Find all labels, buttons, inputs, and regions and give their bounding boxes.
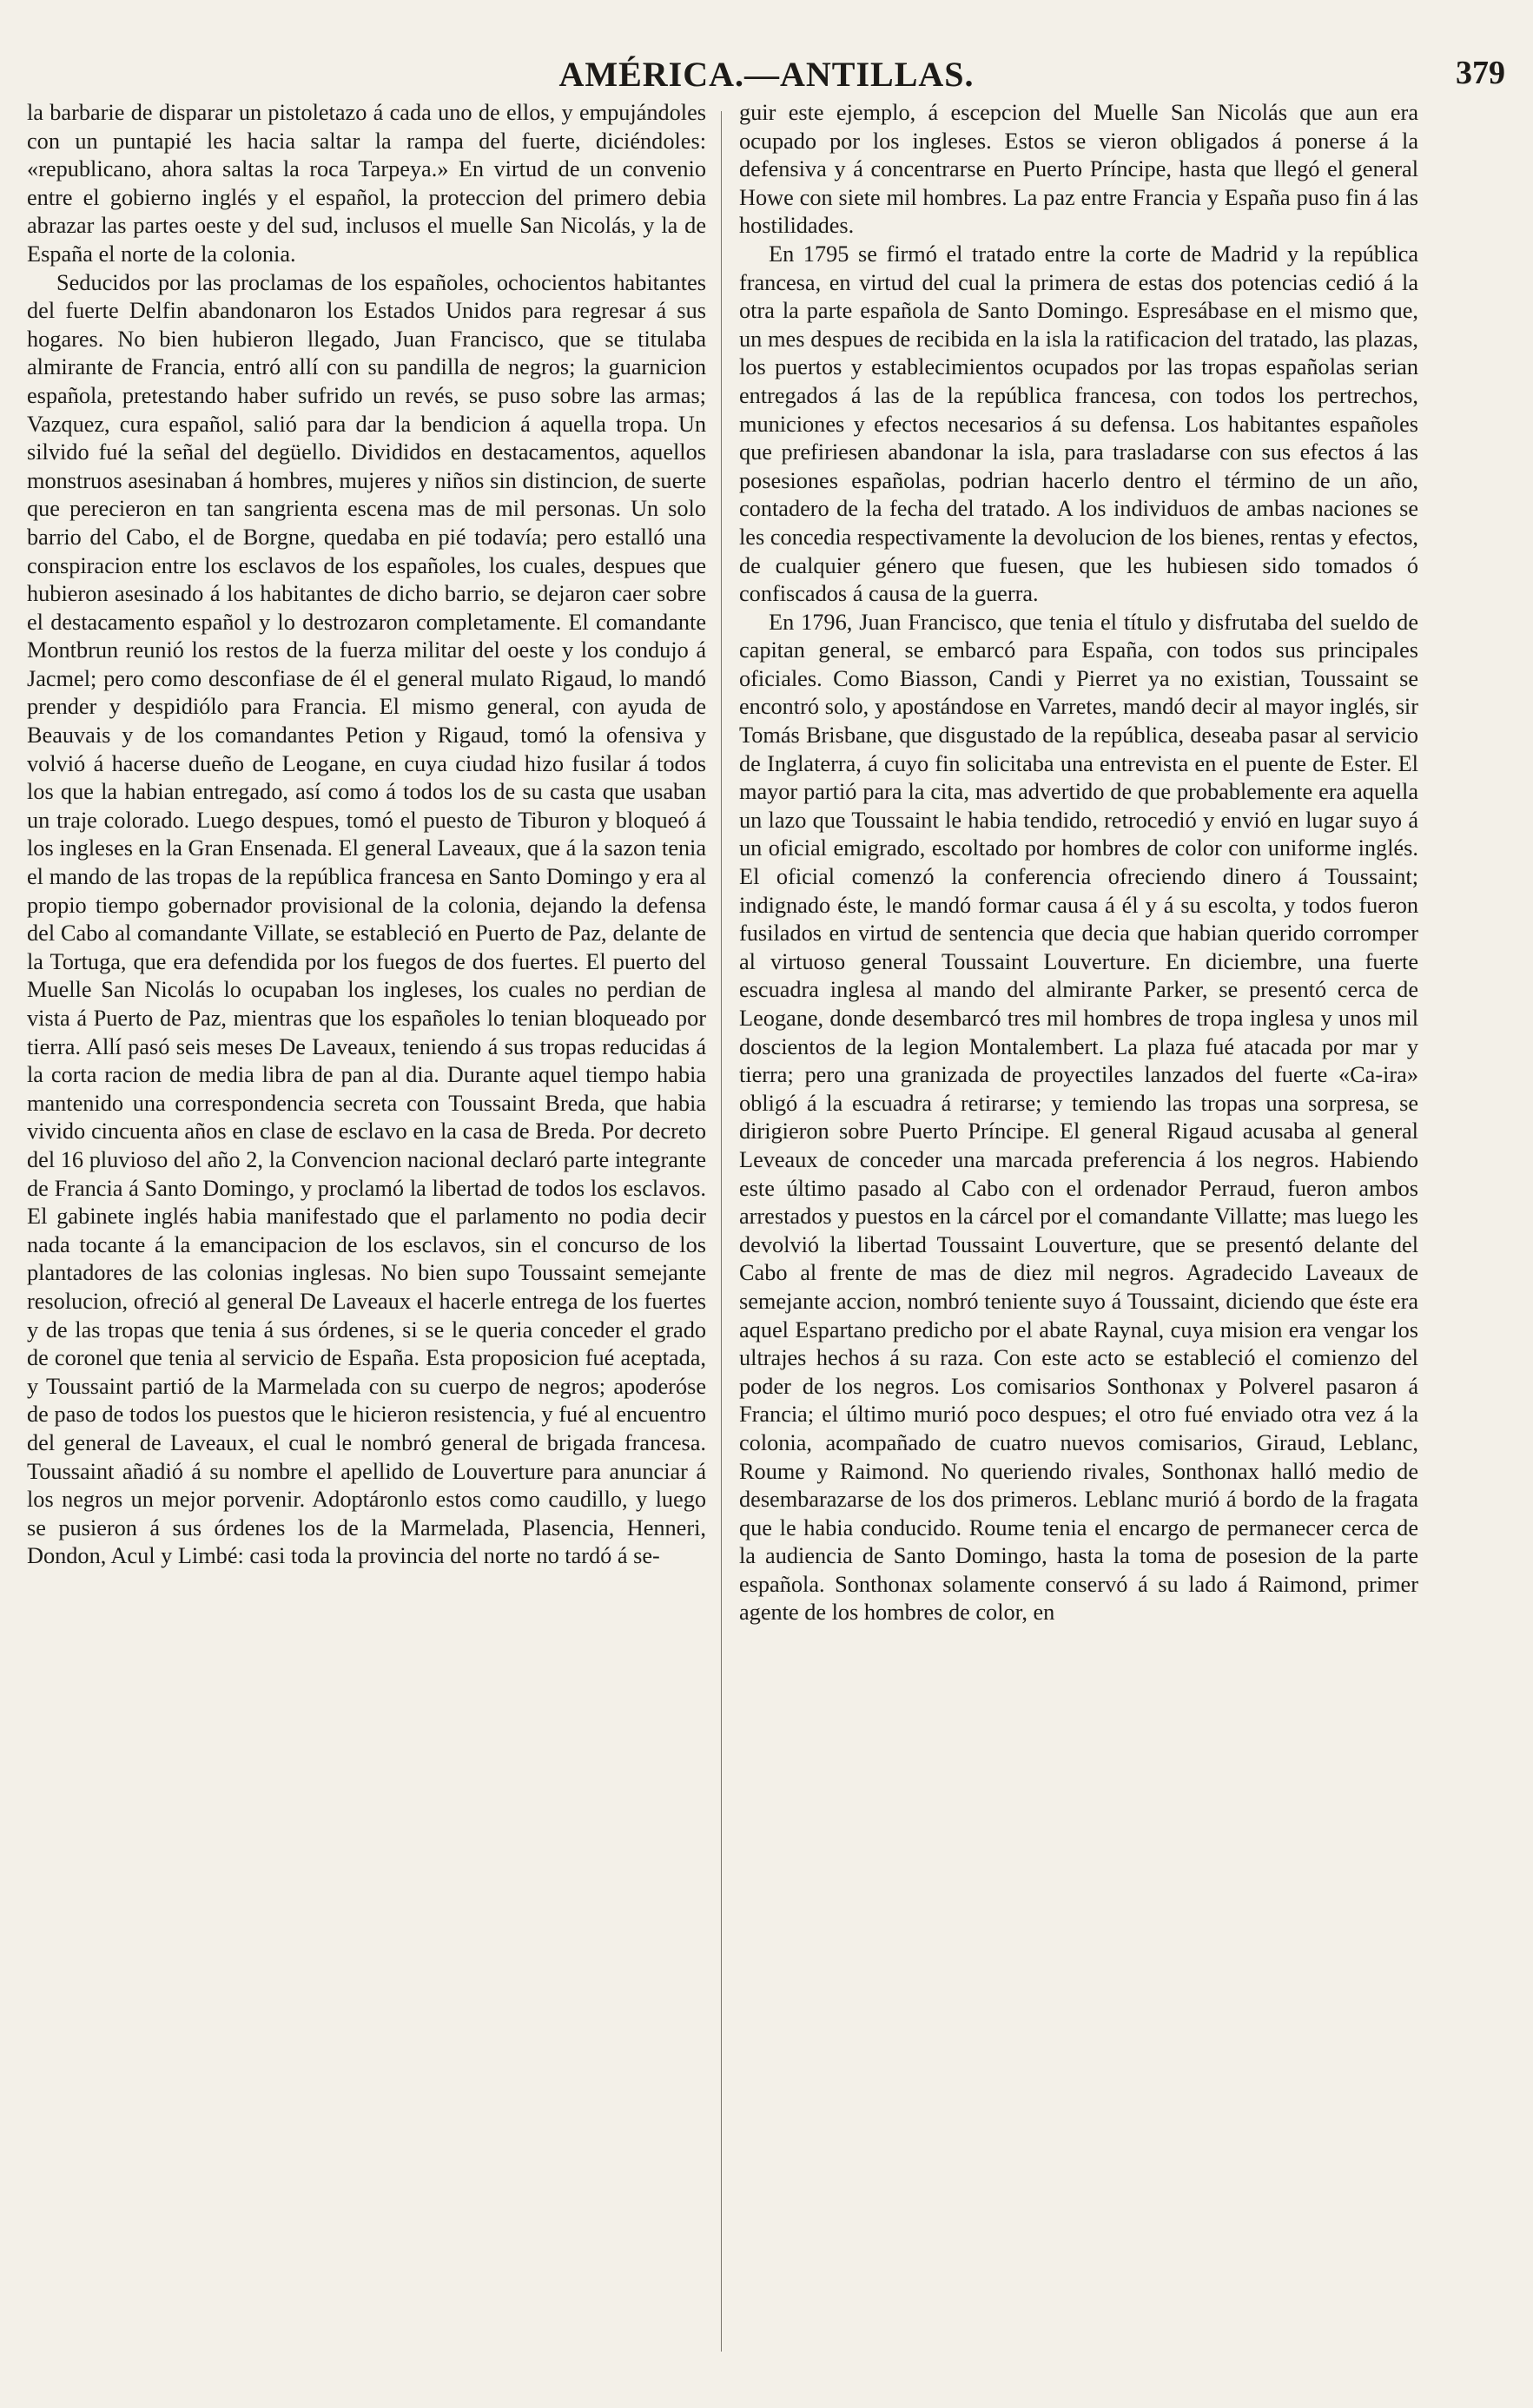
paragraph: la barbarie de disparar un pistoletazo á cada uno de ellos, y empujándoles con un puntapié les hacia saltar la rampa del fuerte, diciéndoles: «republicano, ahora saltas la roca Tarpeya.» En virtud de un convenio entre el gobierno inglés y el español, la proteccion del primero debia abrazar las partes oeste y del sud, inclusos el muelle San Nicolás, y la de España el norte de la colonia.	[27, 100, 706, 267]
right-column	[739, 99, 1418, 2365]
paragraph: En 1796, Juan Francisco, que tenia el título y disfrutaba del sueldo de capitan general, se embarcó para España, con todos sus principales oficiales. Como Biasson, Candi y Pierret ya no existian, Toussaint se encontró solo, y apostándose en Varretes, mandó decir al mayor inglés, sir Tomás Brisbane, que disgustado de la república, deseaba pasar al servicio de Inglaterra, á cuyo fin solicitaba una entrevista en el puente de Ester. El mayor partió para la cita, mas advertido de que probablemente era aquella un lazo que Toussaint le habia tendido, retrocedió y envió en lugar suyo á un oficial emigrado, escoltado por hombres de color con uniforme inglés. El oficial comenzó la conferencia ofreciendo dinero á Toussaint; indignado éste, le mandó formar causa á él y á su escolta, y todos fueron fusilados en virtud de sentencia que decia que habian querido corromper al virtuoso general Toussaint Louverture. En diciembre, una fuerte escuadra inglesa al mando del almirante Parker, se presentó cerca de Leogane, donde desembarcó tres mil hombres de tropa inglesa y unos mil doscientos de la legion Montalembert. La plaza fué atacada por mar y tierra; pero una granizada de proyectiles lanzados del fuerte «Ca-ira» obligó á la escuadra á retirarse; y temiendo las tropas una sorpresa, se dirigieron sobre Puerto Príncipe. El general Rigaud acusaba al general Leveaux de conceder una marcada preferencia á los negros. Habiendo este último pasado al Cabo con el ordenador Perraud, fueron ambos arrestados y puestos en la cárcel por el comandante Villatte; mas luego les devolvió la libertad Toussaint Louverture, que se presentó delante del Cabo al frente de mas de diez mil negros. Agradecido Laveaux de semejante accion, nombró teniente suyo á Toussaint, diciendo que éste era aquel Espartano predicho por el abate Raynal, cuya mision era vengar los ultrajes hechos á su raza. Con este acto se estableció el comienzo del poder de los negros. Los comisarios Sonthonax y Polverel pasaron á Francia; el último murió poco despues; el otro fué enviado otra vez á la colonia, acompañado de cuatro nuevos comisarios, Giraud, Leblanc, Roume y Raimond. No queriendo rivales, Sonthonax halló medio de desembarazarse de los dos primeros. Leblanc murió á bordo de la fragata que le habia conducido. Roume tenia el encargo de permanecer cerca de la audiencia de Santo Domingo, hasta la toma de posesion de la parte española. Sonthonax solamente conservó á su lado á Raimond, primer agente de los hombres de color, en	[739, 609, 1418, 1626]
page-header	[0, 50, 1533, 102]
paragraph: En 1795 se firmó el tratado entre la corte de Madrid y la república francesa, en virtud del cual la primera de estas dos potencias cedió á la otra la parte española de Santo Domingo. Espresábase en el mismo que, un mes despues de recibida en la isla la ratificacion del tratado, las plazas, los puertos y establecimientos ocupados por las tropas españolas serian entregados á las de la república francesa, con todos los pertrechos, municiones y efectos necesarios á su defensa. Los habitantes españoles que prefiriesen abandonar la isla, para trasladarse con sus efectos á las posesiones españolas, podrian hacerlo dentro el término de un año, contadero de la fecha del tratado. A los individuos de ambas naciones se les concedia respectivamente la devolucion de los bienes, rentas y efectos, de cualquier género que fuesen, que les hubiesen sido tomados ó confiscados á causa de la guerra.	[739, 241, 1418, 607]
running-head: AMÉRICA.—ANTILLAS.	[558, 55, 975, 94]
left-column	[27, 99, 706, 2365]
paragraph: Seducidos por las proclamas de los españoles, ochocientos habitantes del fuerte Delfin abandonaron los Estados Unidos para regresar á sus hogares. No bien hubieron llegado, Juan Francisco, que se titulaba almirante de Francia, entró allí con su pandilla de negros; la guarnicion española, pretestando haber sufrido un revés, se puso sobre las armas; Vazquez, cura español, salió para dar la bendicion á aquella tropa. Un silvido fué la señal del degüello. Divididos en destacamentos, aquellos monstruos asesinaban á hombres, mujeres y niños sin distincion, de suerte que perecieron en tan sangrienta escena mas de mil personas. Un solo barrio del Cabo, el de Borgne, quedaba en pié todavía; pero estalló una conspiracion entre los esclavos de los españoles, los cuales, despues que hubieron asesinado á los habitantes de dicho barrio, se dejaron caer sobre el destacamento español y lo destrozaron completamente. El comandante Montbrun reunió los restos de la fuerza militar del oeste y los condujo á Jacmel; pero como desconfiase de él el general mulato Rigaud, lo mandó prender y despidiólo para Francia. El mismo general, con ayuda de Beauvais y de los comandantes Petion y Rigaud, tomó la ofensiva y volvió á hacerse dueño de Leogane, en cuya ciudad hizo fusilar á todos los que la habian entregado, así como á todos los de su casta que usaban un traje colorado. Luego despues, tomó el puesto de Tiburon y bloqueó á los ingleses en la Gran Ensenada. El general Laveaux, que á la sazon tenia el mando de las tropas de la república francesa en Santo Domingo y era al propio tiempo gobernador provisional de la colonia, dejando la defensa del Cabo al comandante Villate, se estableció en Puerto de Paz, delante de la Tortuga, que era defendida por los fuegos de dos fuertes. El puerto del Muelle San Nicolás lo ocupaban los ingleses, los cuales no perdian de vista á Puerto de Paz, mientras que los españoles lo tenian bloqueado por tierra. Allí pasó seis meses De Laveaux, teniendo á sus tropas reducidas á la corta racion de media libra de pan al dia. Durante aquel tiempo habia mantenido una correspondencia secreta con Toussaint Breda, que habia vivido cincuenta años en clase de esclavo en la casa de Breda. Por decreto del 16 pluvioso del año 2, la Convencion nacional declaró parte integrante de Francia á Santo Domingo, y proclamó la libertad de todos los esclavos. El gabinete inglés habia manifestado que el parlamento no podia decir nada tocante á la emancipacion de los esclavos, sin el concurso de los plantadores de las colonias inglesas. No bien supo Toussaint semejante resolucion, ofreció al general De Laveaux el hacerle entrega de los fuertes y de las tropas que tenia á sus órdenes, si se le queria conceder el grado de coronel que tenia al servicio de España. Esta proposicion fué aceptada, y Toussaint partió de la Marmelada con su cuerpo de negros; apoderóse de paso de todos los puestos que le hicieron resistencia, y fué al encuentro del general de Laveaux, el cual le nombró general de brigada francesa. Toussaint añadió á su nombre el apellido de Louverture para anunciar á los negros un mejor porvenir. Adoptáronlo estos como caudillo, y luego se pusieron á sus órdenes los de la Marmelada, Plasencia, Henneri, Dondon, Acul y Limbé: casi toda la provincia del norte no tardó á se-	[27, 269, 706, 1569]
paragraph: guir este ejemplo, á escepcion del Muelle San Nicolás que aun era ocupado por los ingleses. Estos se vieron obligados á ponerse á la defensiva y á concentrarse en Puerto Príncipe, hasta que llegó el general Howe con siete mil hombres. La paz entre Francia y España puso fin á las hostilidades.	[739, 100, 1418, 239]
column-divider	[721, 111, 722, 2352]
page-number: 379	[1456, 55, 1505, 91]
